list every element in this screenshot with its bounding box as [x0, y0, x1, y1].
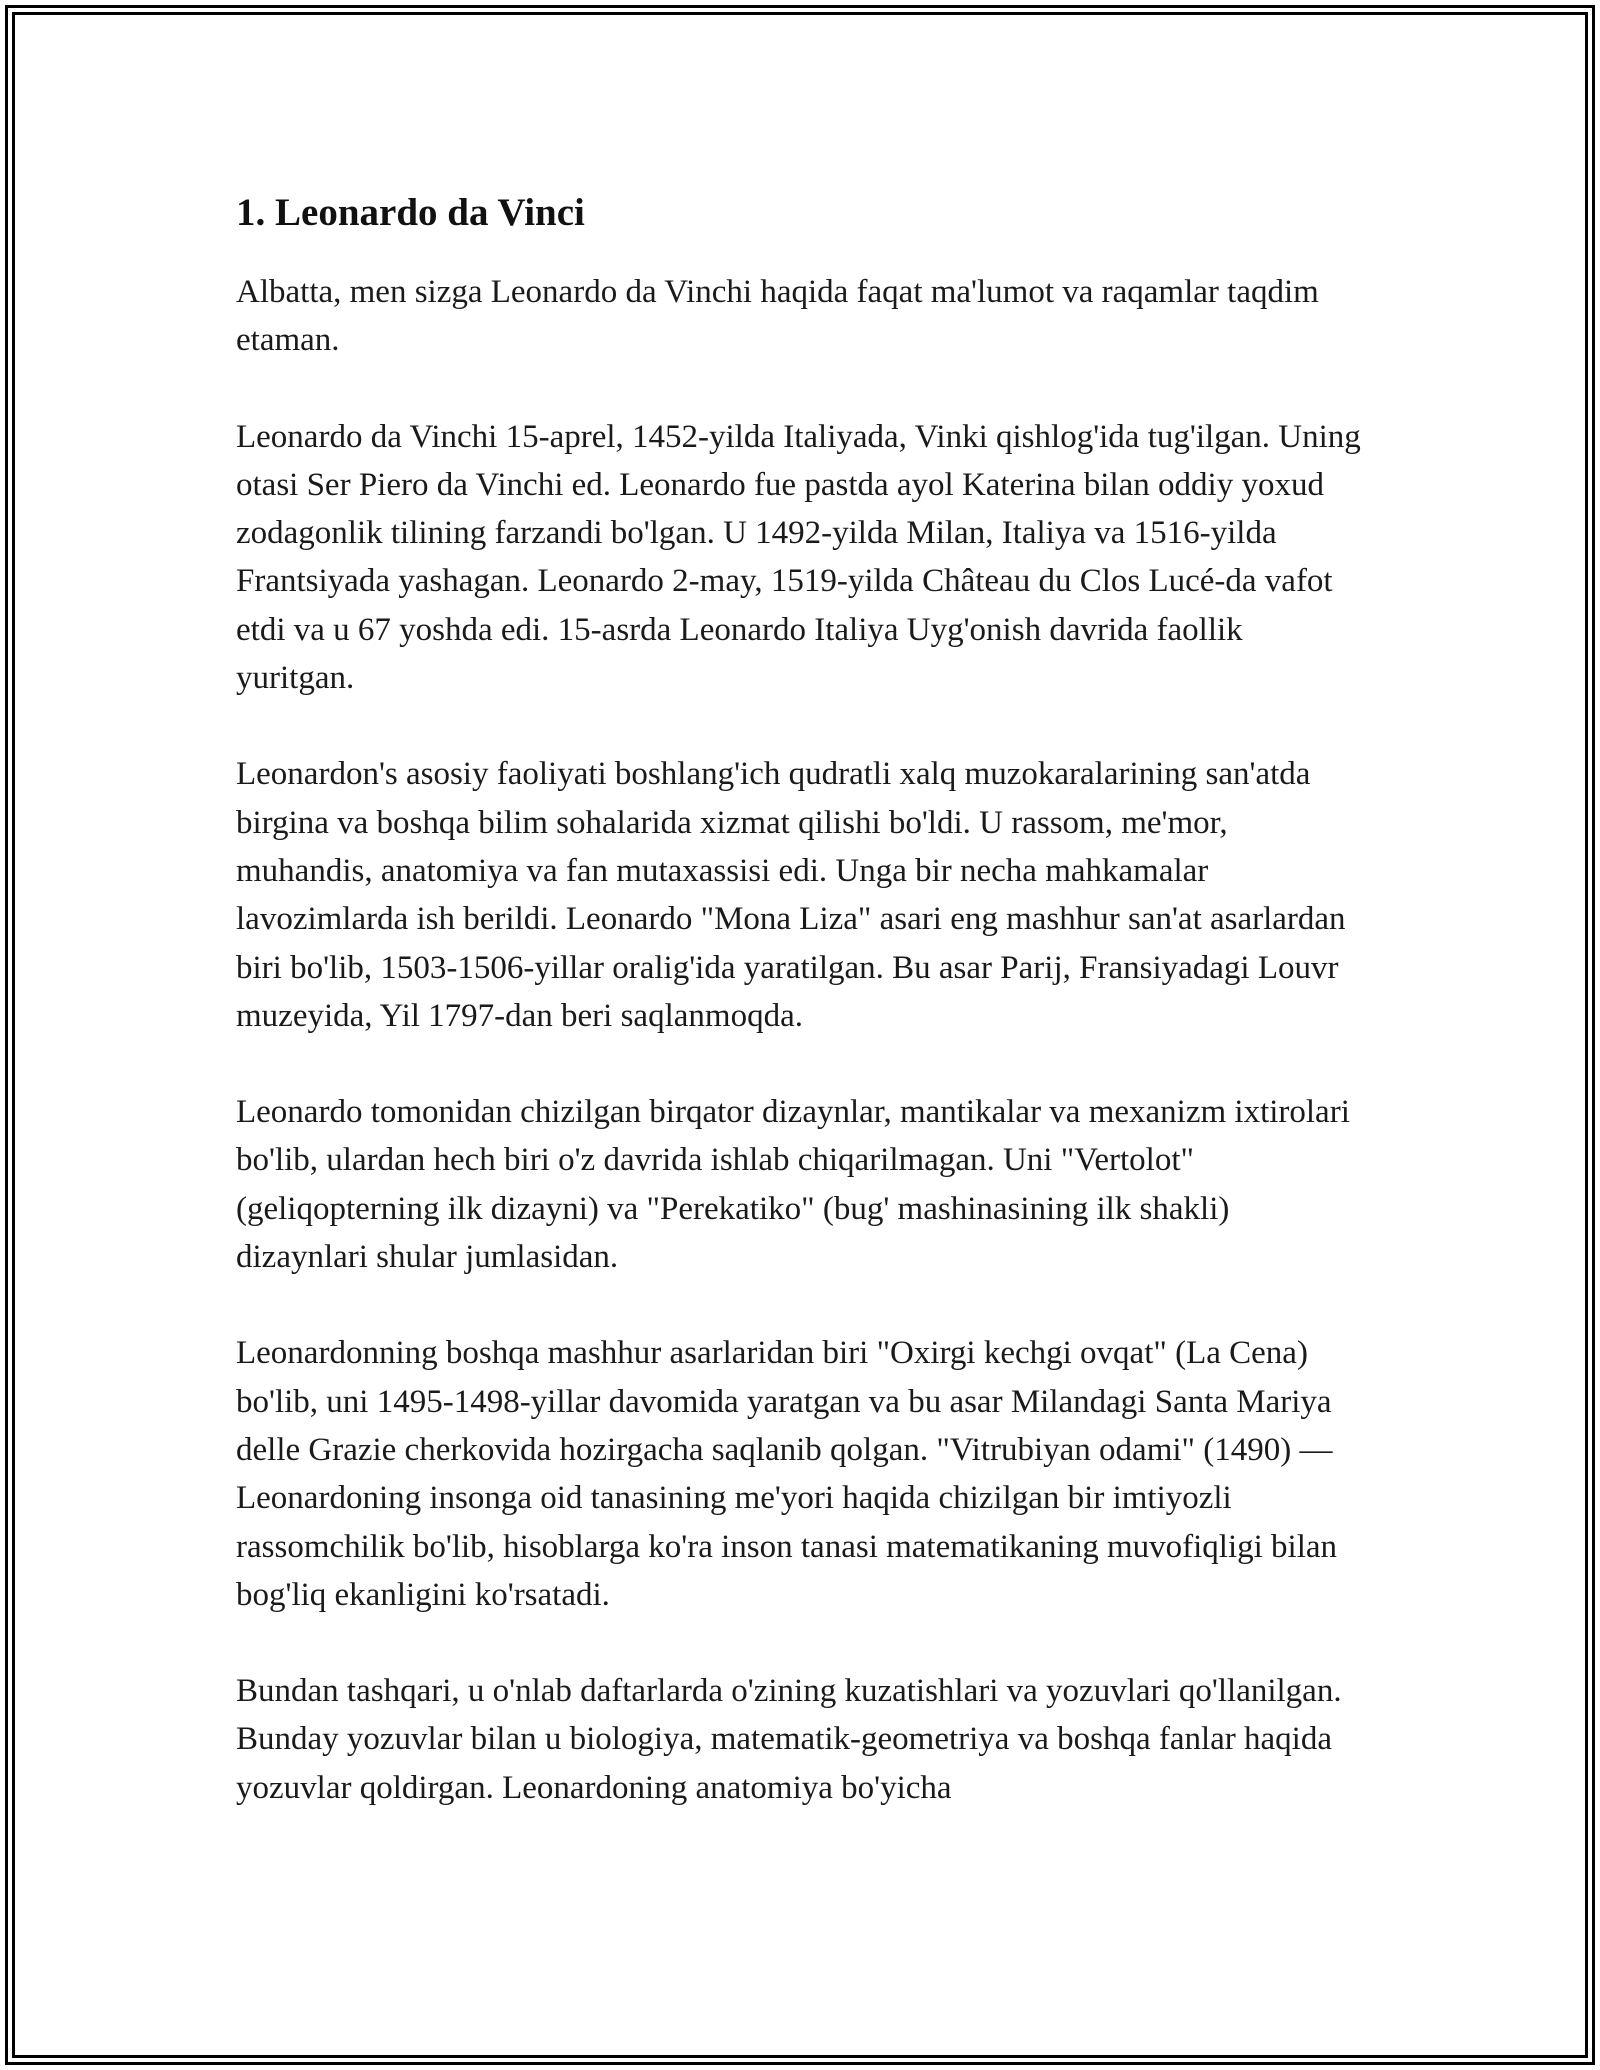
document-body — [236, 180, 1366, 1860]
paragraph-biography: Leonardo da Vinchi 15-aprel, 1452-yilda Italiyada, Vinki qishlog'ida tug'ilgan. Uning otasi Ser Piero da Vinchi ed. Leonardo fue pastda ayol Katerina bilan oddiy yoxud zodagonlik tilining farzandi bo'lgan. U 1492-yilda Milan, Italiya va 1516-yilda Frantsiyada yashagan. Leonardo 2-may, 1519-yilda Château du Clos Lucé-da vafot etdi va u 67 yoshda edi. 15-asrda Leonardo Italiya Uyg'onish davrida faollik yuritgan. — [236, 418, 1361, 697]
paragraph-notebooks: Bundan tashqari, u o'nlab daftarlarda o'zining kuzatishlari va yozuvlari qo'llanilgan. Bunday yozuvlar bilan u biologiya, matematik-geometriya va boshqa fanlar haqida yozuvlar qoldirgan. Leonardoning anatomiya bo'yicha — [236, 1673, 1342, 1806]
paragraph-famous-works: Leonardonning boshqa mashhur asarlaridan biri "Oxirgi kechgi ovqat" (La Cena) bo'lib, uni 1495-1498-yillar davomida yaratgan va bu asar Milandagi Santa Mariya delle Grazie cherkovida hozirgacha saqlanib qolgan. "Vitrubiyan odami" (1490) — Leonardoning insonga oid tanasining me'yori haqida chizilgan bir imtiyozli rassomchilik bo'lib, hisoblarga ko'ra inson tanasi matematikaning muvofiqligi bilan bog'liq ekanligini ko'rsatadi. — [236, 1335, 1338, 1613]
paragraph-activity: Leonardon's asosiy faoliyati boshlang'ich qudratli xalq muzokaralarining san'atda birgina va boshqa bilim sohalarida xizmat qilishi bo'ldi. U rassom, me'mor, muhandis, anatomiya va fan mutaxassisi edi. Unga bir necha mahkamalar lavozimlarda ish berildi. Leonardo "Mona Liza" asari eng mashhur san'at asarlardan biri bo'lib, 1503-1506-yillar oralig'ida yaratilgan. Bu asar Parij, Fransiyadagi Louvr muzeyida, Yil 1797-dan beri saqlanmoqda. — [236, 756, 1346, 1034]
paragraph-intro: Albatta, men sizga Leonardo da Vinchi haqida faqat ma'lumot va raqamlar taqdim etaman. — [236, 274, 1319, 359]
document-title: 1. Leonardo da Vinci — [236, 191, 585, 234]
paragraph-inventions: Leonardo tomonidan chizilgan birqator dizaynlar, mantikalar va mexanizm ixtirolari bo'lib, ulardan hech biri o'z davrida ishlab chiqarilmagan. Uni "Vertolot" (geliqopterning ilk dizayni) va "Perekatiko" (bug' mashinasining ilk shakli) dizaynlari shular jumlasidan. — [236, 1094, 1350, 1276]
